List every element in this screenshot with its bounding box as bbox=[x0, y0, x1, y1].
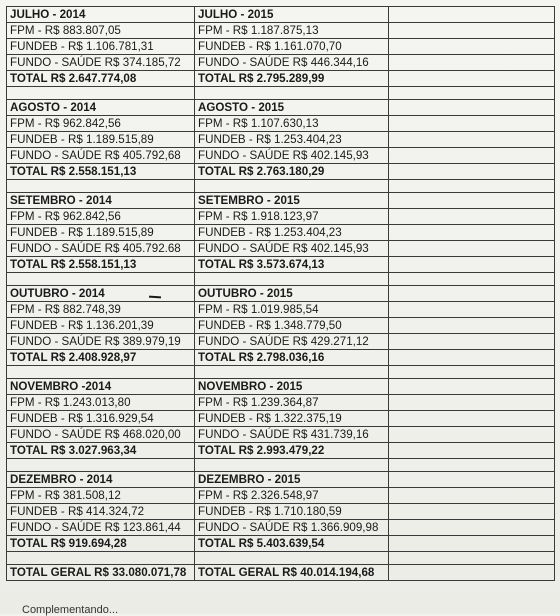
empty-cell bbox=[389, 488, 555, 504]
revenue-comparison-table bbox=[6, 6, 555, 581]
spacer-row bbox=[7, 366, 555, 379]
spacer-cell bbox=[195, 273, 389, 286]
table-row bbox=[7, 334, 555, 350]
table-row bbox=[7, 225, 555, 241]
spacer-row bbox=[7, 273, 555, 286]
table-row bbox=[7, 132, 555, 148]
table-row bbox=[7, 23, 555, 39]
table-row bbox=[7, 100, 555, 116]
empty-cell bbox=[389, 472, 555, 488]
table-row bbox=[7, 39, 555, 55]
empty-cell bbox=[389, 193, 555, 209]
spacer-cell bbox=[195, 366, 389, 379]
month-title-2014: NOVEMBRO -2014 bbox=[7, 379, 195, 395]
fundeb-row-2014: FUNDEB - R$ 1.189.515,89 bbox=[7, 225, 195, 241]
table-row bbox=[7, 379, 555, 395]
empty-cell bbox=[389, 286, 555, 302]
empty-cell bbox=[389, 257, 555, 273]
empty-cell bbox=[389, 209, 555, 225]
table-row bbox=[7, 116, 555, 132]
empty-cell bbox=[389, 350, 555, 366]
empty-cell bbox=[389, 411, 555, 427]
table-row bbox=[7, 536, 555, 552]
empty-cell bbox=[389, 520, 555, 536]
saude-row-2014: FUNDO - SAÚDE R$ 405.792,68 bbox=[7, 148, 195, 164]
table-row bbox=[7, 318, 555, 334]
fpm-row-2015: FPM - R$ 1.239.364,87 bbox=[195, 395, 389, 411]
spacer-cell bbox=[7, 273, 195, 286]
fpm-row-2014: FPM - R$ 962.842,56 bbox=[7, 116, 195, 132]
fundeb-row-2014: FUNDEB - R$ 1.189.515,89 bbox=[7, 132, 195, 148]
month-title-2015: DEZEMBRO - 2015 bbox=[195, 472, 389, 488]
empty-cell bbox=[389, 318, 555, 334]
saude-row-2014: FUNDO - SAÚDE R$ 374.185,72 bbox=[7, 55, 195, 71]
total-row-2014: TOTAL R$ 2.558.151,13 bbox=[7, 164, 195, 180]
empty-cell bbox=[389, 504, 555, 520]
spacer-cell bbox=[389, 180, 555, 193]
empty-cell bbox=[389, 100, 555, 116]
table-row bbox=[7, 193, 555, 209]
fundeb-row-2014: FUNDEB - R$ 1.316.929,54 bbox=[7, 411, 195, 427]
total-row-2015: TOTAL R$ 2.993.479,22 bbox=[195, 443, 389, 459]
month-title-2014: SETEMBRO - 2014 bbox=[7, 193, 195, 209]
empty-cell bbox=[389, 148, 555, 164]
saude-row-2014: FUNDO - SAÚDE R$ 389.979,19 bbox=[7, 334, 195, 350]
total-row-2015: TOTAL R$ 3.573.674,13 bbox=[195, 257, 389, 273]
empty-cell bbox=[389, 23, 555, 39]
fpm-row-2014: FPM - R$ 1.243.013,80 bbox=[7, 395, 195, 411]
spacer-cell bbox=[7, 180, 195, 193]
spacer-cell bbox=[7, 552, 195, 565]
empty-cell bbox=[389, 302, 555, 318]
fpm-row-2014: FPM - R$ 882.748,39 bbox=[7, 302, 195, 318]
empty-cell bbox=[389, 164, 555, 180]
empty-cell bbox=[389, 565, 555, 581]
table-row bbox=[7, 55, 555, 71]
saude-row-2014: FUNDO - SAÚDE R$ 123.861,44 bbox=[7, 520, 195, 536]
footer-note: Complementando... bbox=[22, 604, 118, 616]
fpm-row-2015: FPM - R$ 1.107.630,13 bbox=[195, 116, 389, 132]
total-row-2015: TOTAL R$ 2.795.289,99 bbox=[195, 71, 389, 87]
spacer-row bbox=[7, 87, 555, 100]
table-row bbox=[7, 395, 555, 411]
month-title-2014: AGOSTO - 2014 bbox=[7, 100, 195, 116]
grand-total-row bbox=[7, 565, 555, 581]
fpm-row-2014: FPM - R$ 381.508,12 bbox=[7, 488, 195, 504]
table-row bbox=[7, 472, 555, 488]
month-title-2015: SETEMBRO - 2015 bbox=[195, 193, 389, 209]
spacer-cell bbox=[195, 180, 389, 193]
empty-cell bbox=[389, 55, 555, 71]
empty-cell bbox=[389, 427, 555, 443]
table-row bbox=[7, 164, 555, 180]
spacer-cell bbox=[195, 459, 389, 472]
empty-cell bbox=[389, 7, 555, 23]
empty-cell bbox=[389, 225, 555, 241]
fundeb-row-2014: FUNDEB - R$ 1.136.201,39 bbox=[7, 318, 195, 334]
table-row bbox=[7, 350, 555, 366]
saude-row-2015: FUNDO - SAÚDE R$ 431.739,16 bbox=[195, 427, 389, 443]
empty-cell bbox=[389, 116, 555, 132]
spacer-cell bbox=[389, 87, 555, 100]
spacer-row bbox=[7, 552, 555, 565]
empty-cell bbox=[389, 379, 555, 395]
table-row bbox=[7, 71, 555, 87]
total-row-2014: TOTAL R$ 2.408.928,97 bbox=[7, 350, 195, 366]
table-row bbox=[7, 286, 555, 302]
fundeb-row-2015: FUNDEB - R$ 1.710.180,59 bbox=[195, 504, 389, 520]
saude-row-2014: FUNDO - SAÚDE R$ 405.792.68 bbox=[7, 241, 195, 257]
fpm-row-2014: FPM - R$ 962.842,56 bbox=[7, 209, 195, 225]
empty-cell bbox=[389, 334, 555, 350]
grand-total-2014: TOTAL GERAL R$ 33.080.071,78 bbox=[7, 565, 195, 581]
total-row-2015: TOTAL R$ 2.798.036,16 bbox=[195, 350, 389, 366]
table-row bbox=[7, 520, 555, 536]
table-row bbox=[7, 209, 555, 225]
empty-cell bbox=[389, 536, 555, 552]
table-row bbox=[7, 411, 555, 427]
month-title-2014: JULHO - 2014 bbox=[7, 7, 195, 23]
fpm-row-2014: FPM - R$ 883.807,05 bbox=[7, 23, 195, 39]
spacer-cell bbox=[389, 273, 555, 286]
total-row-2014: TOTAL R$ 919.694,28 bbox=[7, 536, 195, 552]
table-row bbox=[7, 302, 555, 318]
total-row-2014: TOTAL R$ 2.558.151,13 bbox=[7, 257, 195, 273]
table-row bbox=[7, 7, 555, 23]
empty-cell bbox=[389, 132, 555, 148]
saude-row-2015: FUNDO - SAÚDE R$ 402.145,93 bbox=[195, 148, 389, 164]
saude-row-2015: FUNDO - SAÚDE R$ 1.366.909,98 bbox=[195, 520, 389, 536]
empty-cell bbox=[389, 241, 555, 257]
fundeb-row-2015: FUNDEB - R$ 1.253.404,23 bbox=[195, 225, 389, 241]
fundeb-row-2015: FUNDEB - R$ 1.161.070,70 bbox=[195, 39, 389, 55]
spacer-cell bbox=[195, 552, 389, 565]
empty-cell bbox=[389, 71, 555, 87]
fundeb-row-2015: FUNDEB - R$ 1.322.375,19 bbox=[195, 411, 389, 427]
fpm-row-2015: FPM - R$ 2.326.548,97 bbox=[195, 488, 389, 504]
spacer-cell bbox=[7, 459, 195, 472]
table-row bbox=[7, 257, 555, 273]
table-row bbox=[7, 427, 555, 443]
grand-total-2015: TOTAL GERAL R$ 40.014.194,68 bbox=[195, 565, 389, 581]
empty-cell bbox=[389, 39, 555, 55]
spacer-cell bbox=[389, 366, 555, 379]
month-title-2014: DEZEMBRO - 2014 bbox=[7, 472, 195, 488]
total-row-2015: TOTAL R$ 5.403.639,54 bbox=[195, 536, 389, 552]
saude-row-2015: FUNDO - SAÚDE R$ 402.145,93 bbox=[195, 241, 389, 257]
month-title-2015: OUTUBRO - 2015 bbox=[195, 286, 389, 302]
saude-row-2014: FUNDO - SAÚDE R$ 468.020,00 bbox=[7, 427, 195, 443]
spacer-cell bbox=[389, 552, 555, 565]
empty-cell bbox=[389, 443, 555, 459]
fundeb-row-2015: FUNDEB - R$ 1.253.404,23 bbox=[195, 132, 389, 148]
fpm-row-2015: FPM - R$ 1.918.123,97 bbox=[195, 209, 389, 225]
spacer-cell bbox=[7, 366, 195, 379]
table-body bbox=[7, 7, 555, 581]
table-row bbox=[7, 241, 555, 257]
table-row bbox=[7, 148, 555, 164]
spacer-cell bbox=[195, 87, 389, 100]
spacer-cell bbox=[389, 459, 555, 472]
spacer-row bbox=[7, 459, 555, 472]
fpm-row-2015: FPM - R$ 1.187.875,13 bbox=[195, 23, 389, 39]
saude-row-2015: FUNDO - SAÚDE R$ 446.344,16 bbox=[195, 55, 389, 71]
total-row-2015: TOTAL R$ 2.763.180,29 bbox=[195, 164, 389, 180]
month-title-2014: OUTUBRO - 2014 bbox=[7, 286, 195, 302]
spacer-cell bbox=[7, 87, 195, 100]
fpm-row-2015: FPM - R$ 1.019.985,54 bbox=[195, 302, 389, 318]
month-title-2015: NOVEMBRO - 2015 bbox=[195, 379, 389, 395]
empty-cell bbox=[389, 395, 555, 411]
table-row bbox=[7, 488, 555, 504]
table-row bbox=[7, 504, 555, 520]
total-row-2014: TOTAL R$ 2.647.774,08 bbox=[7, 71, 195, 87]
fundeb-row-2014: FUNDEB - R$ 414.324,72 bbox=[7, 504, 195, 520]
fundeb-row-2014: FUNDEB - R$ 1.106.781,31 bbox=[7, 39, 195, 55]
table-row bbox=[7, 443, 555, 459]
spacer-row bbox=[7, 180, 555, 193]
fundeb-row-2015: FUNDEB - R$ 1.348.779,50 bbox=[195, 318, 389, 334]
month-title-2015: AGOSTO - 2015 bbox=[195, 100, 389, 116]
saude-row-2015: FUNDO - SAÚDE R$ 429.271,12 bbox=[195, 334, 389, 350]
month-title-2015: JULHO - 2015 bbox=[195, 7, 389, 23]
total-row-2014: TOTAL R$ 3.027.963,34 bbox=[7, 443, 195, 459]
